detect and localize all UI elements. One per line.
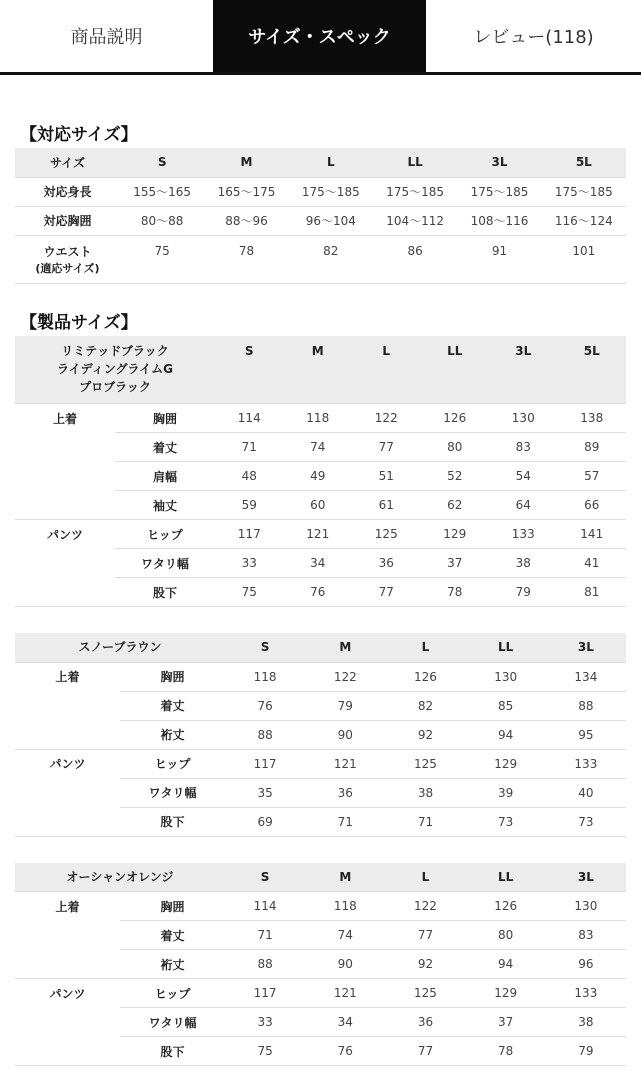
size-header: S [225, 863, 305, 892]
tab-reviews[interactable]: レビュー(118) [426, 0, 641, 72]
fit-cell: 80〜88 [120, 206, 204, 235]
measurement-value: 121 [284, 520, 353, 549]
garment-group-spacer [15, 1037, 120, 1066]
garment-group-spacer [15, 921, 120, 950]
measurement-value: 36 [385, 1008, 465, 1037]
table-spacer [0, 607, 641, 633]
fit-header-cell: 3L [457, 148, 541, 177]
measurement-label: 着丈 [120, 691, 225, 720]
measurement-value: 81 [558, 578, 627, 607]
measurement-value: 133 [489, 520, 558, 549]
measurement-label: 裄丈 [120, 950, 225, 979]
measurement-value: 71 [225, 921, 305, 950]
measurement-value: 34 [305, 1008, 385, 1037]
garment-group-spacer [15, 1008, 120, 1037]
garment-group-label: 上着 [55, 899, 80, 914]
measurement-value: 89 [558, 433, 627, 462]
measurement-value: 129 [421, 520, 490, 549]
fit-cell: 88〜96 [204, 206, 288, 235]
fit-cell: 175〜185 [373, 177, 457, 206]
size-header: S [215, 336, 284, 404]
measurement-value: 129 [466, 979, 546, 1008]
fit-size-title: 【対応サイズ】 [20, 125, 138, 145]
measurement-value: 141 [558, 520, 627, 549]
measurement-value: 95 [546, 720, 626, 749]
measurement-row [15, 578, 626, 607]
measurement-value: 57 [558, 462, 627, 491]
measurement-value: 118 [284, 404, 353, 433]
measurement-value: 74 [284, 433, 353, 462]
measurement-row [15, 520, 626, 549]
fit-cell: 175〜185 [457, 177, 541, 206]
measurement-value: 130 [466, 662, 546, 691]
measurement-value: 92 [385, 720, 465, 749]
measurement-label: ヒップ [120, 979, 225, 1008]
measurement-value: 33 [215, 549, 284, 578]
product-header-row [15, 633, 626, 662]
size-header: 3L [546, 863, 626, 892]
color-name: ライディングライムG [57, 362, 173, 377]
size-header: M [305, 633, 385, 662]
measurement-value: 88 [225, 950, 305, 979]
measurement-label: 裄丈 [120, 720, 225, 749]
fit-size-table [15, 148, 626, 284]
fit-header-row [15, 148, 626, 177]
size-header: LL [466, 633, 546, 662]
size-header: M [284, 336, 353, 404]
measurement-value: 66 [558, 491, 627, 520]
size-header: 3L [546, 633, 626, 662]
measurement-value: 71 [305, 807, 385, 836]
measurement-value: 54 [489, 462, 558, 491]
measurement-value: 114 [215, 404, 284, 433]
measurement-value: 33 [225, 1008, 305, 1037]
measurement-label: 肩幅 [115, 462, 215, 491]
measurement-value: 118 [305, 892, 385, 921]
garment-group-spacer [15, 807, 120, 836]
measurement-value: 37 [421, 549, 490, 578]
color-name: スノーブラウン [78, 640, 162, 655]
measurement-value: 48 [215, 462, 284, 491]
fit-row-label [15, 235, 120, 283]
fit-header-cell: M [204, 148, 288, 177]
color-name: リミテッドブラック [61, 344, 169, 359]
fit-row-label: 対応身長 [15, 177, 120, 206]
tab-product-description[interactable]: 商品説明 [0, 0, 213, 72]
measurement-value: 138 [558, 404, 627, 433]
color-name-cell [15, 633, 225, 662]
measurement-value: 88 [225, 720, 305, 749]
fit-cell: 175〜185 [542, 177, 626, 206]
fit-row-waist [15, 235, 626, 283]
measurement-value: 40 [546, 778, 626, 807]
size-header: LL [421, 336, 490, 404]
measurement-value: 130 [489, 404, 558, 433]
garment-group-label: 上着 [52, 411, 77, 426]
fit-row-chest [15, 206, 626, 235]
measurement-value: 38 [546, 1008, 626, 1037]
measurement-value: 117 [225, 979, 305, 1008]
measurement-value: 94 [466, 720, 546, 749]
measurement-value: 78 [466, 1037, 546, 1066]
fit-header-cell: LL [373, 148, 457, 177]
measurement-value: 114 [225, 892, 305, 921]
measurement-row [15, 778, 626, 807]
measurement-row [15, 462, 626, 491]
measurement-label: 股下 [120, 1037, 225, 1066]
garment-group-spacer [15, 462, 115, 491]
measurement-value: 41 [558, 549, 627, 578]
measurement-value: 73 [466, 807, 546, 836]
measurement-row [15, 892, 626, 921]
measurement-value: 64 [489, 491, 558, 520]
fit-cell: 82 [289, 235, 373, 283]
measurement-value: 75 [225, 1037, 305, 1066]
measurement-value: 122 [305, 662, 385, 691]
fit-cell: 104〜112 [373, 206, 457, 235]
garment-group-spacer [15, 950, 120, 979]
waist-label: ウエスト [43, 244, 92, 259]
size-header: LL [466, 863, 546, 892]
measurement-value: 77 [352, 578, 421, 607]
measurement-value: 125 [385, 979, 465, 1008]
measurement-value: 60 [284, 491, 353, 520]
fit-cell: 91 [457, 235, 541, 283]
measurement-value: 75 [215, 578, 284, 607]
measurement-value: 90 [305, 950, 385, 979]
fit-header-cell: S [120, 148, 204, 177]
fit-cell: 175〜185 [289, 177, 373, 206]
fit-cell: 116〜124 [542, 206, 626, 235]
garment-group-spacer [15, 491, 115, 520]
measurement-label: ヒップ [115, 520, 215, 549]
measurement-value: 122 [385, 892, 465, 921]
measurement-label: 胸囲 [120, 892, 225, 921]
measurement-value: 52 [421, 462, 490, 491]
measurement-label: ワタリ幅 [120, 778, 225, 807]
measurement-value: 96 [546, 950, 626, 979]
measurement-row [15, 720, 626, 749]
measurement-label: 袖丈 [115, 491, 215, 520]
measurement-value: 78 [421, 578, 490, 607]
garment-group-spacer [15, 433, 115, 462]
measurement-value: 121 [305, 749, 385, 778]
measurement-row [15, 491, 626, 520]
measurement-label: 股下 [120, 807, 225, 836]
measurement-label: 股下 [115, 578, 215, 607]
color-name: オーシャンオレンジ [66, 869, 174, 884]
measurement-value: 85 [466, 691, 546, 720]
size-header: S [225, 633, 305, 662]
fit-row-height [15, 177, 626, 206]
product-size-table [15, 336, 626, 608]
measurement-row [15, 1037, 626, 1066]
measurement-value: 130 [546, 892, 626, 921]
garment-group-spacer [15, 578, 115, 607]
size-header: M [305, 863, 385, 892]
garment-group-label: 上着 [55, 670, 80, 685]
measurement-value: 126 [421, 404, 490, 433]
measurement-value: 77 [385, 921, 465, 950]
measurement-value: 129 [466, 749, 546, 778]
measurement-value: 126 [385, 662, 465, 691]
measurement-value: 125 [385, 749, 465, 778]
fit-cell: 75 [120, 235, 204, 283]
measurement-label: ヒップ [120, 749, 225, 778]
measurement-label: 着丈 [115, 433, 215, 462]
garment-group-label: パンツ [46, 527, 83, 542]
measurement-label: 胸囲 [120, 662, 225, 691]
measurement-value: 90 [305, 720, 385, 749]
measurement-row [15, 979, 626, 1008]
measurement-value: 69 [225, 807, 305, 836]
color-name-cell [15, 336, 215, 404]
fit-cell: 96〜104 [289, 206, 373, 235]
product-size-tables [0, 336, 641, 1067]
tab-size-spec[interactable]: サイズ・スペック [213, 0, 426, 72]
fit-cell: 165〜175 [204, 177, 288, 206]
waist-sublabel: (適応サイズ) [35, 261, 100, 275]
measurement-value: 92 [385, 950, 465, 979]
measurement-value: 62 [421, 491, 490, 520]
measurement-label: 着丈 [120, 921, 225, 950]
size-header: 5L [558, 336, 627, 404]
garment-group-label: パンツ [49, 986, 86, 1001]
measurement-value: 73 [546, 807, 626, 836]
size-header: L [385, 863, 465, 892]
garment-group-label: パンツ [49, 757, 86, 772]
measurement-value: 83 [489, 433, 558, 462]
measurement-row [15, 921, 626, 950]
measurement-value: 36 [352, 549, 421, 578]
measurement-value: 122 [352, 404, 421, 433]
measurement-value: 49 [284, 462, 353, 491]
fit-cell: 86 [373, 235, 457, 283]
table-spacer [0, 837, 641, 863]
product-header-row [15, 336, 626, 404]
garment-group-spacer [15, 691, 120, 720]
measurement-row [15, 807, 626, 836]
color-name-cell [15, 863, 225, 892]
measurement-value: 77 [385, 1037, 465, 1066]
measurement-value: 80 [421, 433, 490, 462]
garment-group-spacer [15, 720, 120, 749]
fit-cell: 155〜165 [120, 177, 204, 206]
fit-header-size: サイズ [15, 148, 120, 177]
measurement-value: 37 [466, 1008, 546, 1037]
measurement-row [15, 691, 626, 720]
measurement-value: 133 [546, 749, 626, 778]
measurement-row [15, 404, 626, 433]
measurement-value: 36 [305, 778, 385, 807]
measurement-value: 82 [385, 691, 465, 720]
size-header: L [352, 336, 421, 404]
color-name: プロブラック [79, 380, 151, 395]
measurement-value: 118 [225, 662, 305, 691]
measurement-value: 71 [385, 807, 465, 836]
measurement-value: 117 [225, 749, 305, 778]
measurement-value: 76 [305, 1037, 385, 1066]
measurement-value: 121 [305, 979, 385, 1008]
product-size-table [15, 633, 626, 837]
fit-cell: 108〜116 [457, 206, 541, 235]
fit-cell: 78 [204, 235, 288, 283]
product-size-table [15, 863, 626, 1067]
measurement-row [15, 749, 626, 778]
measurement-value: 76 [225, 691, 305, 720]
fit-cell: 101 [542, 235, 626, 283]
measurement-value: 117 [215, 520, 284, 549]
fit-header-cell: 5L [542, 148, 626, 177]
measurement-value: 125 [352, 520, 421, 549]
fit-header-cell: L [289, 148, 373, 177]
measurement-label: 胸囲 [115, 404, 215, 433]
measurement-label: ワタリ幅 [120, 1008, 225, 1037]
measurement-row [15, 549, 626, 578]
measurement-value: 134 [546, 662, 626, 691]
measurement-value: 35 [225, 778, 305, 807]
measurement-value: 79 [489, 578, 558, 607]
measurement-value: 74 [305, 921, 385, 950]
measurement-row [15, 950, 626, 979]
size-header: L [385, 633, 465, 662]
measurement-value: 126 [466, 892, 546, 921]
measurement-row [15, 433, 626, 462]
size-header: 3L [489, 336, 558, 404]
product-header-row [15, 863, 626, 892]
measurement-value: 88 [546, 691, 626, 720]
tab-bar [0, 0, 641, 75]
measurement-value: 77 [352, 433, 421, 462]
measurement-value: 71 [215, 433, 284, 462]
measurement-row [15, 1008, 626, 1037]
measurement-value: 38 [489, 549, 558, 578]
measurement-value: 83 [546, 921, 626, 950]
measurement-value: 80 [466, 921, 546, 950]
measurement-value: 39 [466, 778, 546, 807]
measurement-value: 38 [385, 778, 465, 807]
measurement-value: 51 [352, 462, 421, 491]
measurement-value: 61 [352, 491, 421, 520]
fit-row-label: 対応胸囲 [15, 206, 120, 235]
measurement-value: 133 [546, 979, 626, 1008]
garment-group-spacer [15, 549, 115, 578]
garment-group-spacer [15, 778, 120, 807]
measurement-value: 79 [546, 1037, 626, 1066]
measurement-value: 76 [284, 578, 353, 607]
measurement-value: 94 [466, 950, 546, 979]
measurement-value: 79 [305, 691, 385, 720]
measurement-value: 34 [284, 549, 353, 578]
measurement-value: 59 [215, 491, 284, 520]
product-size-title: 【製品サイズ】 [20, 312, 138, 333]
measurement-label: ワタリ幅 [115, 549, 215, 578]
measurement-row [15, 662, 626, 691]
